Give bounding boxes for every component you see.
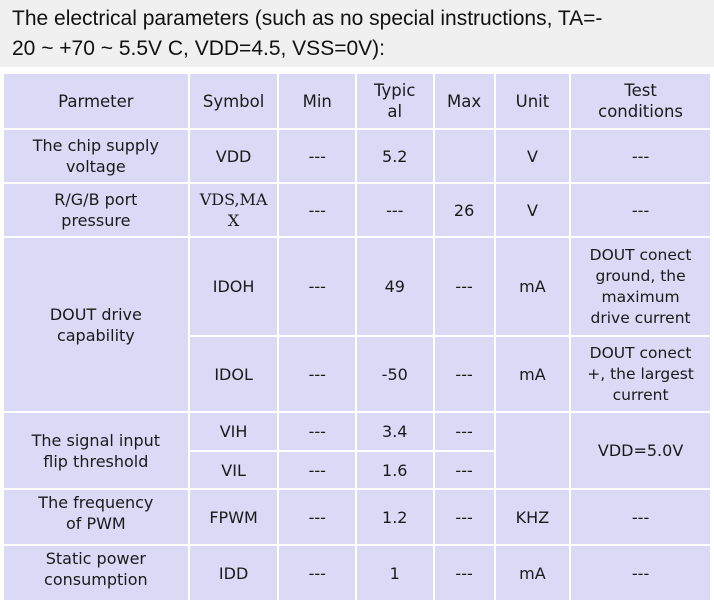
symbol-cell: IDD	[190, 546, 278, 600]
min-cell: ---	[279, 452, 355, 488]
heading-line-1: The electrical parameters (such as no special instructions, TA=-	[12, 7, 603, 30]
min-cell: ---	[279, 238, 355, 335]
unit-cell: mA	[496, 337, 569, 411]
min-cell: ---	[279, 546, 355, 600]
typical-cell: 1.6	[357, 452, 433, 488]
header-test-conditions: Test conditions	[571, 74, 710, 128]
typical-cell: 1	[357, 546, 433, 600]
conditions-cell: ---	[571, 490, 710, 544]
max-cell: ---	[435, 337, 494, 411]
typical-cell: -50	[357, 337, 433, 411]
header-min: Min	[279, 74, 355, 128]
max-cell: ---	[435, 452, 494, 488]
max-cell: ---	[435, 546, 494, 600]
parameter-cell: The chip supply voltage	[4, 130, 188, 182]
table-row	[4, 546, 710, 600]
typical-cell: 5.2	[357, 130, 433, 182]
typical-cell: 49	[357, 238, 433, 335]
header-unit: Unit	[496, 74, 569, 128]
heading-line-2: 20 ~ +70 ~ 5.5V C, VDD=4.5, VSS=0V):	[12, 37, 385, 60]
header-max: Max	[435, 74, 494, 128]
header-typical: Typic al	[357, 74, 433, 128]
max-cell: 26	[435, 184, 494, 236]
conditions-cell: DOUT conect ground, the maximum drive current	[571, 238, 710, 335]
parameter-cell: R/G/B port pressure	[4, 184, 188, 236]
min-cell: ---	[279, 130, 355, 182]
unit-cell: KHZ	[496, 490, 569, 544]
conditions-cell: ---	[571, 184, 710, 236]
table-row	[4, 490, 710, 544]
unit-cell: V	[496, 184, 569, 236]
max-cell: ---	[435, 238, 494, 335]
section-heading	[0, 0, 714, 67]
parameter-cell: The frequency of PWM	[4, 490, 188, 544]
parameter-cell: The signal input flip threshold	[4, 413, 188, 488]
min-cell: ---	[279, 337, 355, 411]
conditions-cell: DOUT conect +, the largest current	[571, 337, 710, 411]
unit-cell: mA	[496, 238, 569, 335]
unit-cell: V	[496, 130, 569, 182]
symbol-cell: VDD	[190, 130, 278, 182]
max-cell: ---	[435, 413, 494, 450]
parameters-table	[2, 72, 712, 602]
unit-cell: mA	[496, 546, 569, 600]
table-row	[4, 238, 710, 335]
min-cell: ---	[279, 184, 355, 236]
header-parameter: Parmeter	[4, 74, 188, 128]
conditions-cell: VDD=5.0V	[571, 413, 710, 488]
typical-cell: ---	[357, 184, 433, 236]
typical-cell: 3.4	[357, 413, 433, 450]
max-cell: ---	[435, 490, 494, 544]
symbol-cell: VIL	[190, 452, 278, 488]
table-row	[4, 130, 710, 182]
min-cell: ---	[279, 490, 355, 544]
max-cell	[435, 130, 494, 182]
unit-cell	[496, 413, 569, 488]
conditions-cell: ---	[571, 546, 710, 600]
symbol-cell: FPWM	[190, 490, 278, 544]
typical-cell: 1.2	[357, 490, 433, 544]
min-cell: ---	[279, 413, 355, 450]
parameter-cell: DOUT drive capability	[4, 238, 188, 411]
conditions-cell: ---	[571, 130, 710, 182]
symbol-cell: VDS,MA X	[190, 184, 278, 236]
symbol-cell: IDOL	[190, 337, 278, 411]
parameter-cell: Static power consumption	[4, 546, 188, 600]
table-row	[4, 184, 710, 236]
table-header-row	[4, 74, 710, 128]
header-symbol: Symbol	[190, 74, 278, 128]
symbol-cell: VIH	[190, 413, 278, 450]
symbol-cell: IDOH	[190, 238, 278, 335]
table-row	[4, 413, 710, 450]
